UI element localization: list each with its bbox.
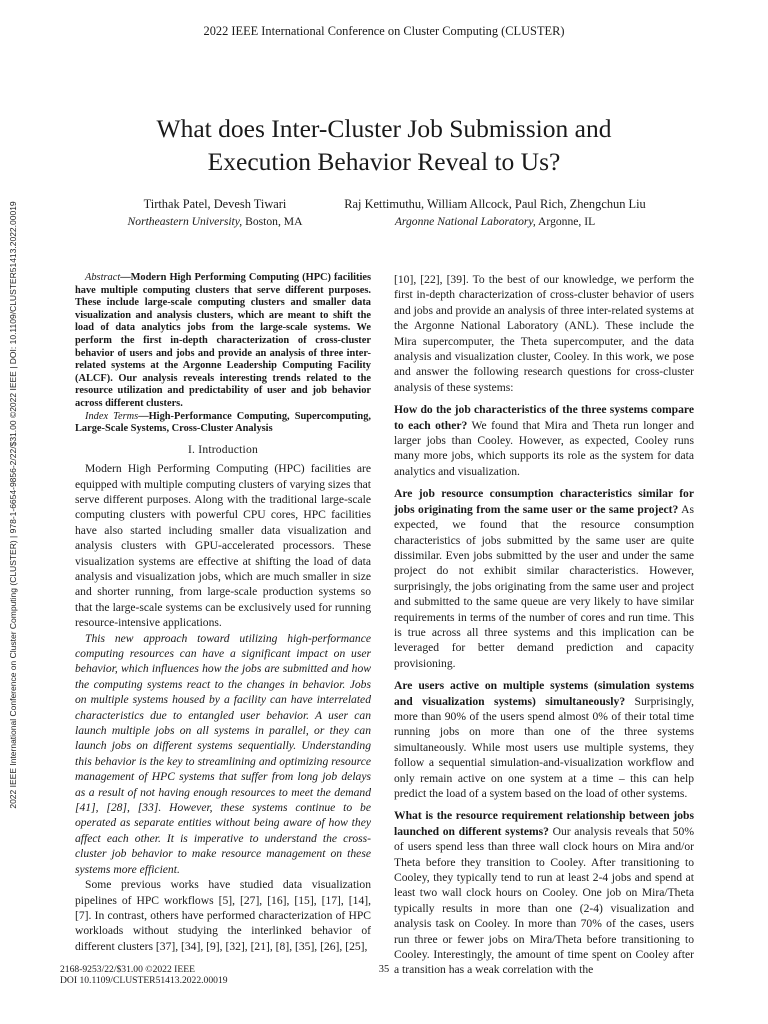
location-left: Boston, MA bbox=[242, 215, 303, 228]
page-number: 35 bbox=[378, 964, 390, 975]
intro-paragraph-2: This new approach toward utilizing high-performance computing resources can have a significant impact on user behavior, which influences how the jobs are submitted and how the computing systems react to the changes in behavior. Jobs on multiple systems housed by a facility can have interrelated characteristics due to entangled user behavior. A user can launch multiple jobs on all systems in parallel, or they can launch jobs on different systems sequentially. Understanding this behavior is the key to streamlining and optimizing resource management of HPC systems that suffer from long job delays as a result of not having enough resources to meet the demand [41], [28], [33]. However, these systems continue to be operated as separate entities without being aware of how they affect each other. It is imperative to understand the cross-cluster job behavior to make resource management on these systems more efficient. bbox=[75, 631, 371, 876]
author-names-right: Raj Kettimuthu, William Allcock, Paul Rich, Zhengchun Liu bbox=[344, 197, 646, 211]
footer-doi: DOI 10.1109/CLUSTER51413.2022.00019 bbox=[60, 975, 228, 986]
right-paragraph-1: [10], [22], [39]. To the best of our knowledge, we perform the first in-depth characterization of cross-cluster behavior of users and jobs and provide an analysis of three inter-related systems at the Argonne National Laboratory (ANL). These include the Mira supercomputer, the Theta supercomputer, and the data analysis and visualization cluster, Cooley. In this work, we pose and answer the following research questions for cross-cluster analysis of these systems: bbox=[394, 273, 694, 394]
question-1-text: We found that Mira and Theta run longer and larger jobs than Cooley. However, as expected, Cooley runs many more jobs, which supports its role as the system for data analytics and visualization. bbox=[394, 418, 694, 478]
research-question-1 bbox=[394, 402, 694, 479]
question-1-bold: How do the job characteristics of the three systems compare to each other? bbox=[394, 403, 694, 432]
institution-left: Northeastern University, bbox=[127, 215, 243, 228]
affiliation-right bbox=[320, 213, 670, 230]
index-terms bbox=[75, 411, 371, 436]
research-question-3 bbox=[394, 678, 694, 801]
abstract-text bbox=[75, 272, 371, 411]
left-column bbox=[75, 272, 371, 954]
author-block-left bbox=[90, 196, 340, 230]
research-question-4 bbox=[394, 808, 694, 977]
affiliation-left bbox=[90, 213, 340, 230]
section-heading-introduction: I. Introduction bbox=[188, 442, 258, 456]
institution-right: Argonne National Laboratory, bbox=[394, 215, 536, 228]
index-terms-body: —High-Performance Computing, Supercomputing, Large-Scale Systems, Cross-Cluster Analysis bbox=[75, 410, 372, 435]
question-2-text: As expected, we found that the resource consumption characteristics of jobs submitted by the same user are quite dissimilar. Even jobs submitted by the user and under the same project do not exhibit similar characteristics. However, surprisingly, the jobs originating from the same user and project and submitted to the same queue are very likely to have similar requirements in terms of the number of cores and run time. This is true across all three systems and this implication can be leveraged for better demand prediction and capacity provisioning. bbox=[394, 502, 694, 670]
intro-paragraph-1: Modern High Performing Computing (HPC) facilities are equipped with multiple computing clusters of varying sizes that serve different purposes. Along with the traditional large-scale computing clusters with powerful CPU cores, HPC facilities have also started including smaller data visualization and analysis clusters with GPU-accelerated processors. These visualization systems are effective at shifting the load of data analysis and visualization jobs, which are much smaller in size and shorter running, from large-scale production systems so that the large-scale systems can be exclusively used for running resource-intensive applications. bbox=[75, 462, 371, 630]
footer-issn: 2168-9253/22/$31.00 ©2022 IEEE bbox=[60, 964, 195, 975]
question-4-text: Our analysis reveals that 50% of users spend less than three wall clock hours on Mira and/or Theta before they transition to Cooley. After transitioning to Cooley, they typically tend to run at least 2-4 jobs and spend at least two wall clock hours on Cooley. One job on Mira/Theta typically results in more than one (2-4) visualization and analysis task on Cooley. In more than 70% of the cases, users run three or fewer jobs on Mira/Theta before transitioning to Cooley. Interestingly, the amount of time spent on Cooley after a transition has a weak correlation with the bbox=[394, 824, 695, 977]
location-right: Argonne, IL bbox=[535, 215, 596, 228]
intro-paragraph-3: Some previous works have studied data visualization pipelines of HPC workflows [5], [27], [16], [15], [17], [14], [7]. In contrast, others have performed characterization of HPC workloads without studying the interlinked behavior of different clusters [37], [34], [9], [32], [21], [8], [35], [26], [25], bbox=[75, 878, 371, 953]
abstract-label: Abstract bbox=[85, 272, 121, 283]
paper-title bbox=[60, 112, 708, 178]
title-line-1: What does Inter-Cluster Job Submission and bbox=[156, 114, 612, 143]
question-3-text: Surprisingly, more than 90% of the users spend almost 0% of their total time running jobs on more than one of the three systems simultaneously. While most users use multiple systems, they follow a sequential simulation-and-visualization workflow and only remain active on one system at a time – this can help predict the load of a system based on the load of other systems. bbox=[394, 694, 694, 800]
title-line-2: Execution Behavior Reveal to Us? bbox=[207, 147, 561, 176]
question-4-bold: What is the resource requirement relationship between jobs launched on different systems? bbox=[394, 809, 694, 838]
abstract bbox=[75, 272, 371, 436]
question-2-bold: Are job resource consumption characteristics similar for jobs originating from the same user or the same project? bbox=[394, 487, 694, 516]
right-column bbox=[394, 272, 694, 985]
question-3-bold: Are users active on multiple systems (simulation systems and visualization systems) simultaneously? bbox=[394, 679, 694, 708]
conference-header: 2022 IEEE International Conference on Cluster Computing (CLUSTER) bbox=[203, 24, 565, 38]
index-terms-label: Index Terms bbox=[85, 410, 139, 422]
research-question-2 bbox=[394, 486, 694, 671]
author-names-left: Tirthak Patel, Devesh Tiwari bbox=[143, 197, 287, 211]
abstract-body: —Modern High Performing Computing (HPC) facilities have multiple computing clusters that serve different purposes. These include large-scale computing clusters and smaller data visualization and analysis clusters, which are meant to shift the load of data analytics jobs from the large-scale systems. We perform the first in-depth characterization of cross-cluster behavior of users and jobs and provide an analysis of three inter-related systems at the Argonne Leadership Computing Facility (ALCF). Our analysis reveals interesting trends related to the resource utilization and predictability of user and job behavior across different clusters. bbox=[75, 272, 371, 409]
sidebar-citation: 2022 IEEE International Conference on Cluster Computing (CLUSTER) | 978-1-6654-9856-2/22/$31.00 ©2022 IEEE | DOI: 10.1109/CLUSTER51413.2022.00019 bbox=[8, 201, 18, 809]
author-block-right bbox=[320, 196, 670, 230]
